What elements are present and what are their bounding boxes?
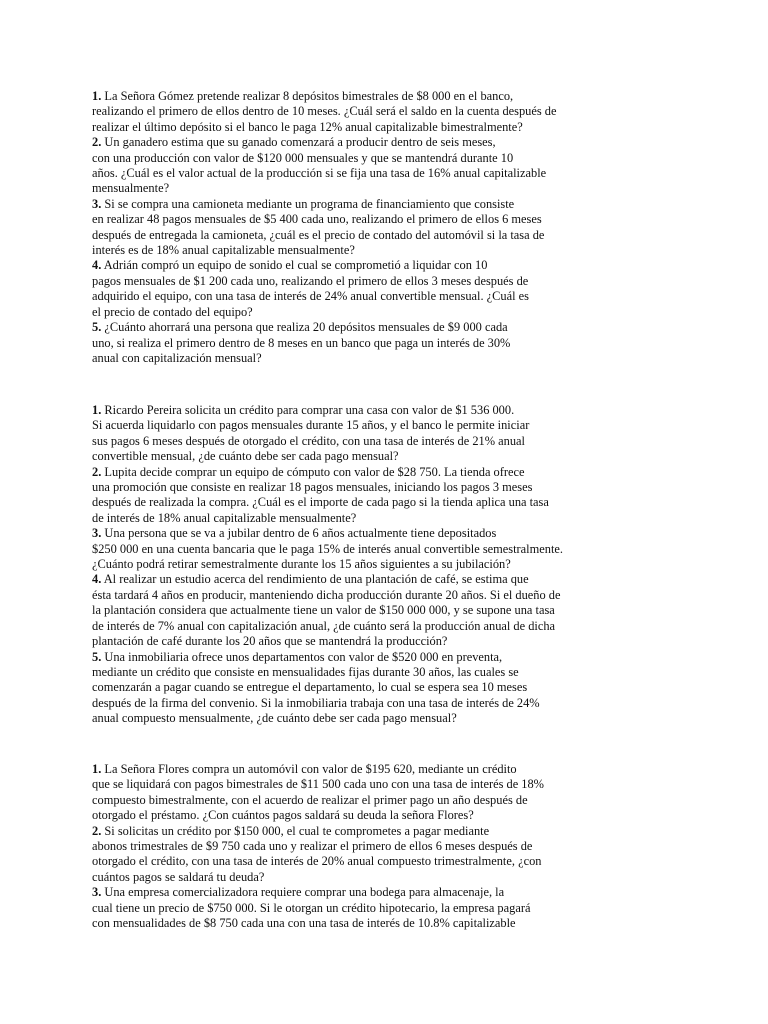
line-text: Lupita decide comprar un equipo de cómputo con valor de $28 750. La tienda ofrece bbox=[104, 464, 525, 479]
problem-item bbox=[92, 465, 752, 527]
problem-item bbox=[92, 572, 752, 649]
line-text: ¿Cuánto ahorrará una persona que realiza 20 depósitos mensuales de $9 000 cada bbox=[104, 320, 508, 335]
problem-number: 2. bbox=[92, 823, 102, 838]
problem-text-line bbox=[92, 839, 752, 854]
line-text: Una inmobiliaria ofrece unos departamentos con valor de $520 000 en preventa, bbox=[104, 649, 503, 664]
problem-item bbox=[92, 135, 752, 197]
line-text: en realizar 48 pagos mensuales de $5 400 cada uno, realizando el primero de ellos 6 meses bbox=[92, 212, 542, 227]
problem-text-line bbox=[92, 885, 752, 900]
line-text: adquirido el equipo, con una tasa de interés de 24% anual convertible mensual. ¿Cuál es bbox=[92, 289, 529, 304]
problem-text-line bbox=[92, 104, 752, 119]
problem-number: 5. bbox=[92, 649, 102, 664]
line-text: de interés de 7% anual con capitalización anual, ¿de cuánto será la producción anual de dicha bbox=[92, 618, 556, 633]
problem-item bbox=[92, 320, 752, 366]
problem-number: 4. bbox=[92, 572, 102, 587]
problem-text-line bbox=[92, 526, 752, 541]
problem-text-line bbox=[92, 465, 752, 480]
problem-text-line bbox=[92, 680, 752, 695]
line-text: pagos mensuales de $1 200 cada uno, realizando el primero de ellos 3 meses después de bbox=[92, 273, 529, 288]
problem-item bbox=[92, 258, 752, 320]
line-text: sus pagos 6 meses después de otorgado el crédito, con una tasa de interés de 21% anual bbox=[92, 433, 525, 448]
problem-number: 3. bbox=[92, 196, 102, 211]
problem-text-line bbox=[92, 901, 752, 916]
problem-text-line bbox=[92, 480, 752, 495]
line-text: La Señora Flores compra un automóvil con valor de $195 620, mediante un crédito bbox=[104, 762, 517, 776]
line-text: ésta tardará 4 años en producir, manteniendo dicha producción durante 20 años. Si el dueño de bbox=[92, 587, 561, 602]
line-text: el precio de contado del equipo? bbox=[92, 304, 253, 319]
line-text: Adrián compró un equipo de sonido el cual se comprometió a liquidar con 10 bbox=[103, 258, 488, 273]
line-text: $250 000 en una cuenta bancaria que le paga 15% de interés anual convertible semestralmente. bbox=[92, 541, 563, 556]
line-text: Si se compra una camioneta mediante un programa de financiamiento que consiste bbox=[104, 196, 515, 211]
line-text: Una empresa comercializadora requiere comprar una bodega para almacenaje, la bbox=[104, 885, 505, 900]
line-text: cual tiene un precio de $750 000. Si le otorgan un crédito hipotecario, la empresa pagará bbox=[92, 900, 531, 915]
line-text: realizar el último depósito si el banco le paga 12% anual capitalizable bimestralmente? bbox=[92, 119, 523, 134]
problem-item bbox=[92, 824, 752, 886]
problem-text-line bbox=[92, 181, 752, 196]
problem-text-line bbox=[92, 166, 752, 181]
line-text: mensualmente? bbox=[92, 181, 170, 196]
problem-item bbox=[92, 650, 752, 727]
problem-text-line bbox=[92, 151, 752, 166]
problem-text-line bbox=[92, 572, 752, 587]
problem-text-line bbox=[92, 824, 752, 839]
problem-text-line bbox=[92, 228, 752, 243]
line-text: cuántos pagos se saldará tu deuda? bbox=[92, 869, 265, 884]
problem-text-line bbox=[92, 588, 752, 603]
problem-text-line bbox=[92, 542, 752, 557]
problem-text-line bbox=[92, 696, 752, 711]
problem-text-line bbox=[92, 243, 752, 258]
line-text: después de entregada la camioneta, ¿cuál es el precio de contado del automóvil si la tasa de bbox=[92, 227, 545, 242]
problem-text-line bbox=[92, 854, 752, 869]
line-text: otorgado el crédito, con una tasa de interés de 20% anual compuesto trimestralmente, ¿con bbox=[92, 854, 542, 869]
problem-number: 3. bbox=[92, 885, 102, 900]
problem-text-line bbox=[92, 511, 752, 526]
problem-item bbox=[92, 403, 752, 465]
problem-text-line bbox=[92, 650, 752, 665]
problem-number: 1. bbox=[92, 403, 102, 417]
problem-item bbox=[92, 885, 752, 931]
line-text: años. ¿Cuál es el valor actual de la producción si se fija una tasa de 16% anual capitalizable bbox=[92, 166, 547, 181]
problem-text-line bbox=[92, 135, 752, 150]
problem-text-line bbox=[92, 274, 752, 289]
problem-text-line bbox=[92, 808, 752, 823]
line-text: una promoción que consiste en realizar 18 pagos mensuales, iniciando los pagos 3 meses bbox=[92, 480, 533, 495]
problem-number: 2. bbox=[92, 464, 102, 479]
line-text: Al realizar un estudio acerca del rendimiento de una plantación de café, se estima que bbox=[103, 572, 529, 587]
problem-text-line bbox=[92, 403, 752, 418]
problem-text-line bbox=[92, 603, 752, 618]
line-text: Una persona que se va a jubilar dentro de 6 años actualmente tiene depositados bbox=[104, 526, 497, 541]
problem-item bbox=[92, 762, 752, 824]
problem-text-line bbox=[92, 305, 752, 320]
line-text: plantación de café durante los 20 años que se mantendrá la producción? bbox=[92, 634, 448, 649]
problem-text-line bbox=[92, 870, 752, 885]
problem-item bbox=[92, 526, 752, 572]
line-text: convertible mensual, ¿de cuánto debe ser cada pago mensual? bbox=[92, 449, 399, 464]
problem-text-line bbox=[92, 793, 752, 808]
line-text: la plantación considera que actualmente tiene un valor de $150 000 000, y se supone una tasa bbox=[92, 603, 555, 618]
problem-text-line bbox=[92, 212, 752, 227]
line-text: anual con capitalización mensual? bbox=[92, 350, 262, 365]
problem-text-line bbox=[92, 665, 752, 680]
line-text: abonos trimestrales de $9 750 cada uno y realizar el primero de ellos 6 meses después de bbox=[92, 839, 533, 854]
line-text: mediante un crédito que consiste en mensualidades fijas durante 30 años, las cuales se bbox=[92, 664, 519, 679]
line-text: después de realizada la compra. ¿Cuál es el importe de cada pago si la tienda aplica una tasa bbox=[92, 495, 549, 510]
problem-text-line bbox=[92, 619, 752, 634]
line-text: otorgado el préstamo. ¿Con cuántos pagos saldará su deuda la señora Flores? bbox=[92, 808, 474, 823]
problem-text-line bbox=[92, 711, 752, 726]
line-text: comenzarán a pagar cuando se entregue el departamento, lo cual se espera sea 10 meses bbox=[92, 680, 528, 695]
problem-item bbox=[92, 89, 752, 135]
problem-text-line bbox=[92, 777, 752, 792]
problem-text-line bbox=[92, 289, 752, 304]
problem-number: 5. bbox=[92, 320, 102, 335]
problem-number: 3. bbox=[92, 526, 102, 541]
problem-text-line bbox=[92, 418, 752, 433]
line-text: interés es de 18% anual capitalizable mensualmente? bbox=[92, 243, 355, 258]
line-text: anual compuesto mensualmente, ¿de cuánto debe ser cada pago mensual? bbox=[92, 711, 457, 726]
problem-text-line bbox=[92, 336, 752, 351]
problem-text-line bbox=[92, 557, 752, 572]
line-text: Si solicitas un crédito por $150 000, el cual te comprometes a pagar mediante bbox=[104, 823, 490, 838]
line-text: uno, si realiza el primero dentro de 8 meses en un banco que paga un interés de 30% bbox=[92, 335, 511, 350]
problem-number: 1. bbox=[92, 762, 102, 776]
problem-set-1 bbox=[92, 89, 752, 366]
problem-set-2 bbox=[92, 403, 752, 727]
problem-text-line bbox=[92, 197, 752, 212]
line-text: Si acuerda liquidarlo con pagos mensuales durante 15 años, y el banco le permite iniciar bbox=[92, 418, 530, 433]
problem-number: 1. bbox=[92, 89, 102, 103]
line-text: con mensualidades de $8 750 cada una con una tasa de interés de 10.8% capitalizable bbox=[92, 916, 516, 931]
line-text: Un ganadero estima que su ganado comenzará a producir dentro de seis meses, bbox=[104, 135, 496, 150]
problem-text-line bbox=[92, 762, 752, 777]
problem-number: 2. bbox=[92, 135, 102, 150]
line-text: con una producción con valor de $120 000 mensuales y que se mantendrá durante 10 bbox=[92, 150, 514, 165]
line-text: La Señora Gómez pretende realizar 8 depósitos bimestrales de $8 000 en el banco, bbox=[104, 89, 514, 103]
problem-text-line bbox=[92, 634, 752, 649]
line-text: que se liquidará con pagos bimestrales de $11 500 cada uno con una tasa de interés de 18% bbox=[92, 777, 544, 792]
problem-text-line bbox=[92, 434, 752, 449]
problem-set-3 bbox=[92, 762, 752, 931]
problem-text-line bbox=[92, 495, 752, 510]
line-text: compuesto bimestralmente, con el acuerdo de realizar el primer pago un año después de bbox=[92, 792, 528, 807]
problem-text-line bbox=[92, 351, 752, 366]
problem-number: 4. bbox=[92, 258, 102, 273]
problem-item bbox=[92, 197, 752, 259]
problem-text-line bbox=[92, 89, 752, 104]
problem-text-line bbox=[92, 258, 752, 273]
line-text: ¿Cuánto podrá retirar semestralmente durante los 15 años siguientes a su jubilación? bbox=[92, 557, 511, 572]
problem-text-line bbox=[92, 120, 752, 135]
line-text: de interés de 18% anual capitalizable mensualmente? bbox=[92, 510, 357, 525]
problem-text-line bbox=[92, 449, 752, 464]
line-text: después de la firma del convenio. Si la inmobiliaria trabaja con una tasa de interés de 24% bbox=[92, 695, 540, 710]
problem-text-line bbox=[92, 320, 752, 335]
problem-text-line bbox=[92, 916, 752, 931]
line-text: Ricardo Pereira solicita un crédito para comprar una casa con valor de $1 536 000. bbox=[104, 403, 515, 417]
line-text: realizando el primero de ellos dentro de 10 meses. ¿Cuál será el saldo en la cuenta después de bbox=[92, 104, 557, 119]
